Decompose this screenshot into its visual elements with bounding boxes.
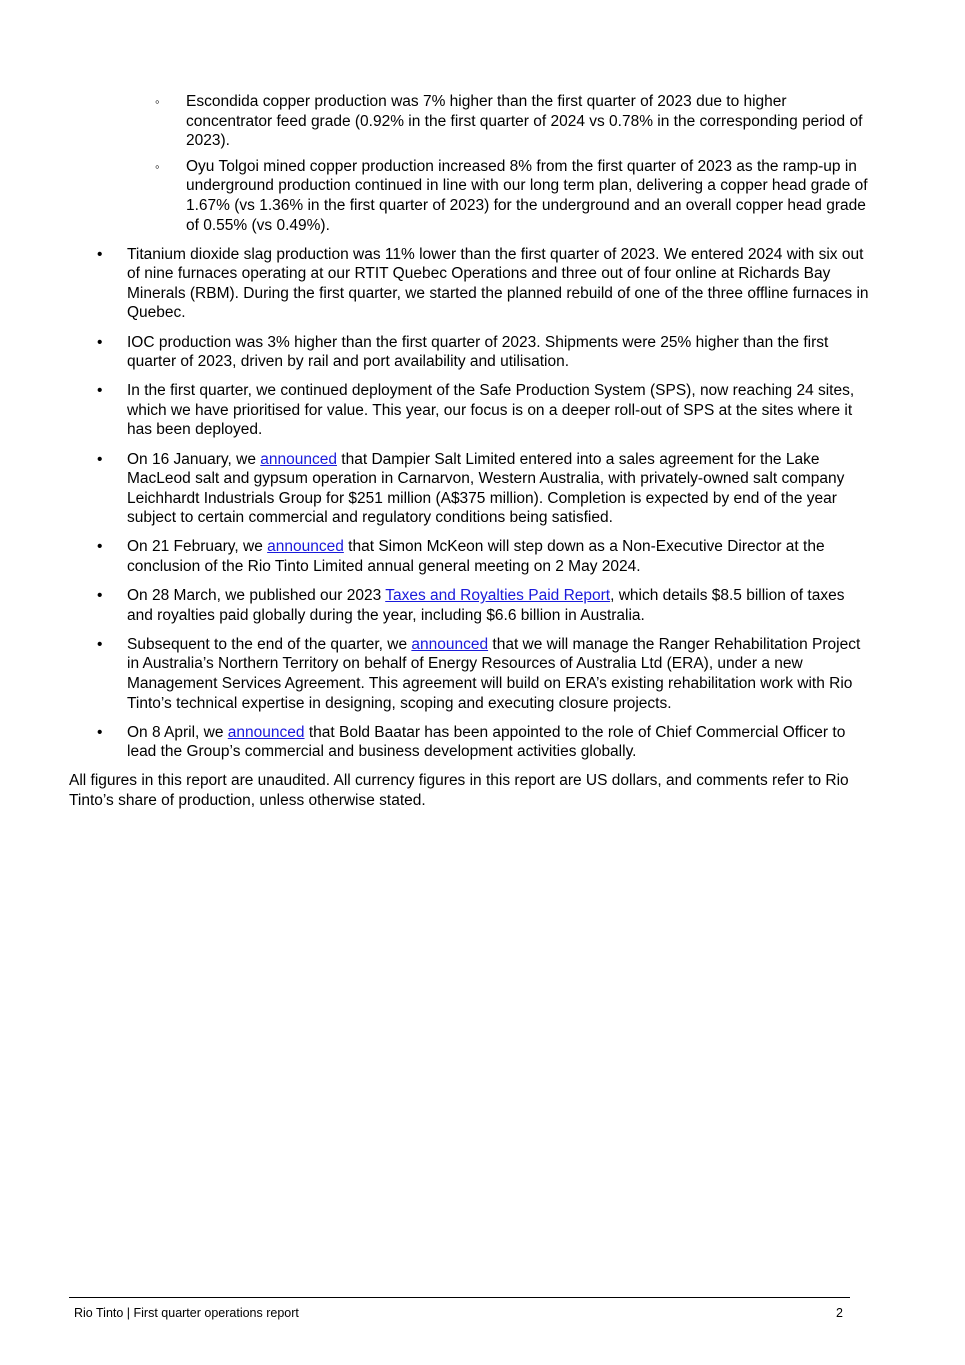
bullet-text-after: that we will manage the Ranger Rehabilitation Project in Australia’s Northern Territory on behalf of Energy Resources of Australia Ltd (ERA), under a new Management Services Agreement. This agreement will build on ERA’s existing rehabilitation work with Rio Tinto’s technical expertise in designing, scoping and executing closure projects.	[127, 635, 861, 712]
sub-bullet-escondida	[69, 92, 874, 151]
bullet-text-after: , which details $8.5 billion of taxes and royalties paid globally during the year, including $6.6 billion in Australia.	[127, 587, 845, 624]
page-content	[69, 92, 874, 826]
footer-divider	[69, 1297, 850, 1298]
bullet-text-before: On 16 January, we	[127, 450, 261, 468]
unaudited-note: All figures in this report are unaudited. All currency figures in this report are US dollars, and comments refer to Rio Tinto’s share of production, unless otherwise stated.	[69, 772, 849, 809]
bullet-text	[127, 636, 860, 712]
bullet-icon: •	[97, 538, 103, 556]
bullet-simon-mckeon	[69, 537, 874, 576]
bullet-text-after: that Bold Baatar has been appointed to the role of Chief Commercial Officer to lead the Group’s commercial and business development activities globally.	[127, 723, 846, 761]
bullet-text: IOC production was 3% higher than the first quarter of 2023. Shipments were 25% higher than the first quarter of 2023, driven by rail and port availability and utilisation.	[127, 333, 829, 371]
bullet-text-before: Subsequent to the end of the quarter, we	[127, 635, 412, 653]
bullet-icon: •	[97, 635, 103, 653]
bullet-ioc-production	[69, 333, 874, 372]
sub-bullet-text: Oyu Tolgoi mined copper production increased 8% from the first quarter of 2023 as the ramp-up in underground production continued in line with our long term plan, delivering a copper head grade of 1.67% (vs 1.36% in the first quarter of 2023) for the underground and an overall copper head grade of 0.55% (vs 0.49%).	[186, 157, 868, 234]
footer-title: Rio Tinto | First quarter operations report	[74, 1306, 299, 1320]
sub-bullet-oyu-tolgoi	[69, 157, 874, 235]
bullet-text-after: that Dampier Salt Limited entered into a sales agreement for the Lake MacLeod salt and gypsum operation in Carnarvon, Western Australia, with privately-owned salt company Leichhardt Industrials Group for $251 million (A$375 million). Completion is expected by end of the year subject to certain commercial and regulatory conditions being satisfied.	[127, 450, 845, 527]
page-number: 2	[836, 1306, 843, 1320]
bullet-icon: •	[97, 587, 103, 605]
bullet-text: Titanium dioxide slag production was 11% lower than the first quarter of 2023. We entered 2024 with six out of nine furnaces operating at our RTIT Quebec Operations and three out of four online at Richards Bay Minerals (RBM). During the first quarter, we started the planned rebuild of one of the three offline furnaces in Quebec.	[127, 245, 869, 322]
bullet-safe-production-system	[69, 381, 874, 440]
sub-bullet-text: Escondida copper production was 7% higher than the first quarter of 2023 due to higher concentrator feed grade (0.92% in the first quarter of 2024 vs 0.78% in the corresponding period of 2023).	[186, 93, 863, 150]
bullet-icon: •	[97, 450, 103, 468]
bullet-text-after: that Simon McKeon will step down as a Non-Executive Director at the conclusion of the Rio Tinto Limited annual general meeting on 2 May 2024.	[127, 538, 825, 575]
announced-link[interactable]: announced	[260, 450, 337, 468]
bullet-text	[127, 587, 844, 624]
bullet-bold-baatar	[69, 723, 874, 762]
announced-link[interactable]: announced	[411, 635, 489, 653]
bullet-taxes-royalties	[69, 586, 874, 625]
announced-link[interactable]: announced	[267, 538, 344, 556]
bullet-text	[127, 538, 825, 575]
announced-link[interactable]: announced	[227, 723, 305, 741]
bullet-icon: •	[97, 333, 103, 351]
bullet-ranger-rehabilitation	[69, 635, 874, 713]
bullet-icon: •	[97, 382, 103, 400]
bullet-icon: •	[97, 245, 103, 263]
bullet-text-before: On 28 March, we published our 2023	[127, 587, 386, 605]
bullet-text-before: On 21 February, we	[127, 538, 268, 556]
bullet-dampier-salt	[69, 450, 874, 528]
bullet-text	[127, 724, 845, 761]
taxes-royalties-report-link[interactable]: Taxes and Royalties Paid Report	[385, 587, 611, 605]
hollow-bullet-icon: ◦	[155, 94, 160, 109]
bullet-text-before: On 8 April, we	[127, 723, 228, 741]
hollow-bullet-icon: ◦	[155, 158, 160, 174]
bullet-icon: •	[97, 723, 103, 741]
bullet-text	[127, 451, 844, 527]
bullet-titanium-dioxide	[69, 245, 874, 323]
bullet-text: In the first quarter, we continued deployment of the Safe Production System (SPS), now reaching 24 sites, which we have prioritised for value. This year, our focus is on a deeper roll-out of SPS at the sites where it has been deployed.	[127, 382, 855, 439]
